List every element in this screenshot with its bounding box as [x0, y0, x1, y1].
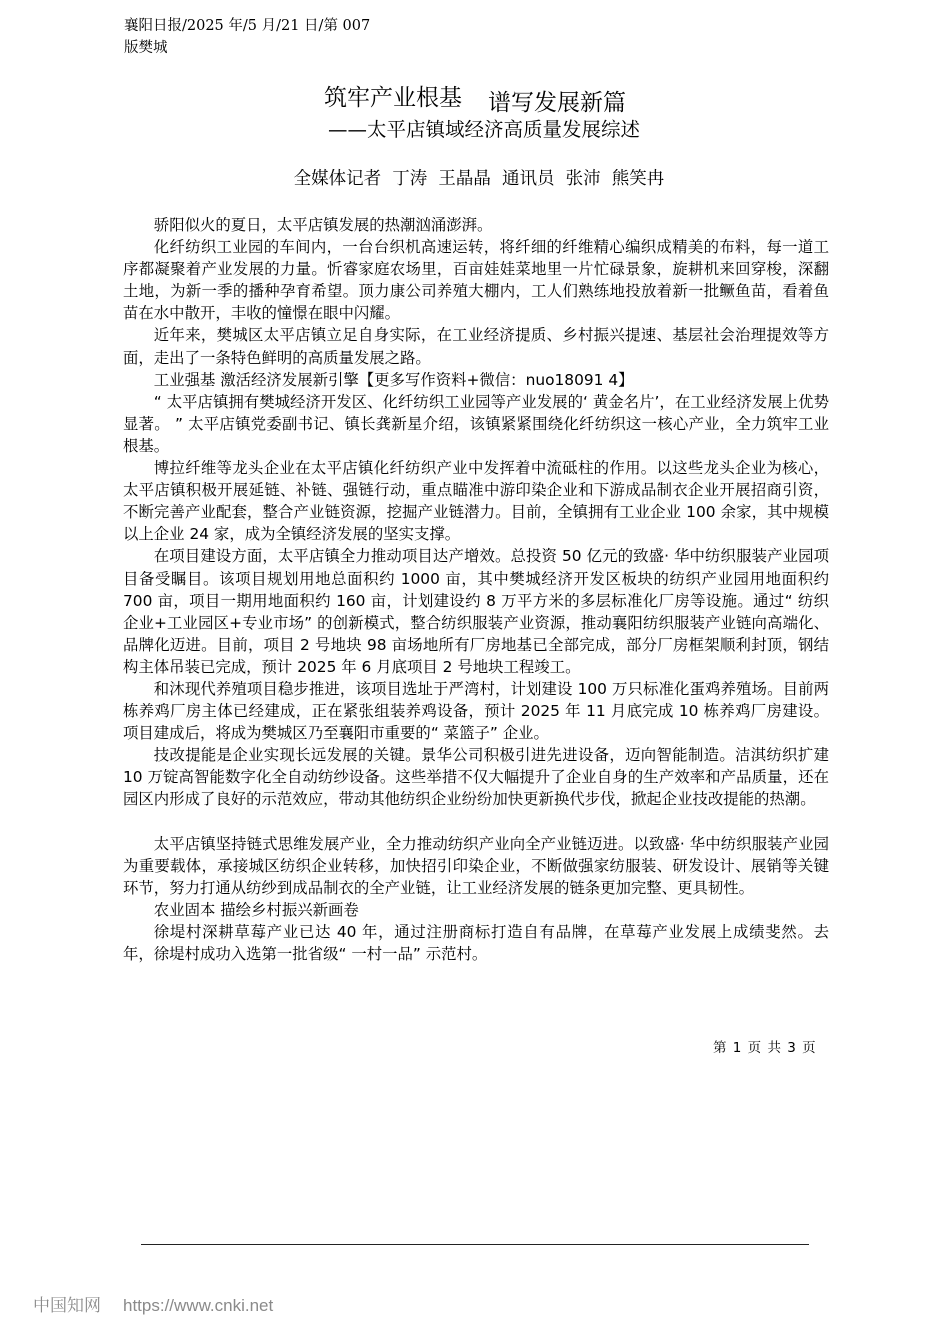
section-line: 版樊城 [124, 40, 168, 56]
paragraph: 徐堤村深耕草莓产业已达 40 年，通过注册商标打造自有品牌，在草莓产业发展上成绩斐然。去年，徐堤村成功入选第一批省级“ 一村一品” 示范村。 [123, 922, 829, 963]
page-indicator: 第 1 页 共 3 页 [713, 1040, 817, 1056]
paragraph: 太平店镇坚持链式思维发展产业，全力推动纺织产业向全产业链迈进。以致盛· 华中纺织服装产业园为重要载体，承接城区纺织企业转移，加快招引印染企业，不断做强家纺服装、研发设计、展销等关键环节，努力打通从纺纱到成品制衣的全产业链，让工业经济发展的链条更加完整、更具韧性。 [123, 834, 829, 897]
paragraph: 近年来，樊城区太平店镇立足自身实际，在工业经济提质、乡村振兴提速、基层社会治理提效等方面，走出了一条特色鲜明的高质量发展之路。 [123, 326, 829, 367]
paragraph: 化纤纺织工业园的车间内，一台台织机高速运转，将纤细的纤维精心编织成精美的布料，每一道工序都凝聚着产业发展的力量。忻睿家庭农场里，百亩娃娃菜地里一片忙碌景象，旋耕机来回穿梭，深翻土地，为新一季的播种孕育希望。顶力康公司养殖大棚内，工人们熟练地投放着新一批鳜鱼苗，看着鱼苗在水中散开，丰收的憧憬在眼中闪耀。 [123, 238, 829, 323]
paragraph: 技改提能是企业实现长远发展的关键。景华公司积极引进先进设备，迈向智能制造。洁淇纺织扩建 10 万锭高智能数字化全自动纺纱设备。这些举措不仅大幅提升了企业自身的生产效率和产品质量，还在园区内形成了良好的示范效应，带动其他纺织企业纷纷加快更新换代步伐，掀起企业技改提能的热潮。 [123, 746, 829, 809]
paragraph: 骄阳似火的夏日，太平店镇发展的热潮汹涌澎湃。 [153, 216, 493, 234]
source-info [124, 15, 370, 59]
paragraph: 和沐现代养殖项目稳步推进，该项目选址于严湾村，计划建设 100 万只标准化蛋鸡养殖场。目前两栋养鸡厂房主体已经建成，正在紧张组装养鸡设备，预计 2025 年 11 月底完成 10 栋养鸡厂房建设。项目建成后，将成为樊城区乃至襄阳市重要的“ 菜篮子” 企业。 [123, 679, 829, 743]
footer-brand: 中国知网 [33, 1296, 101, 1315]
byline: 全媒体记者 丁涛 王晶晶 通讯员 张沛 熊笑冉 [293, 169, 665, 189]
article-body [123, 214, 829, 965]
paragraph: “ 太平店镇拥有樊城经济开发区、化纤纺织工业园等产业发展的‘ 黄金名片’，在工业经济发展上优势显著。 ” 太平店镇党委副书记、镇长龚新星介绍，该镇紧紧围绕化纤纺织这一核心产业，全力筑牢工业根基。 [123, 392, 829, 455]
article-title-block [0, 82, 950, 144]
title-part-2: 谱写发展新篇 [488, 90, 626, 116]
paragraph: 博拉纤维等龙头企业在太平店镇化纤纺织产业中发挥着中流砥柱的作用。以这些龙头企业为核心，太平店镇积极开展延链、补链、强链行动，重点瞄准中游印染企业和下游成品制衣企业开展招商引资，不断完善产业配套，整合产业链资源，挖掘产业链潜力。目前，全镇拥有工业企业 100 余家，其中规模以上企业 24 家，成为全镇经济发展的坚实支撑。 [123, 459, 829, 544]
section-heading: 农业固本 描绘乡村振兴新画卷 [153, 900, 359, 919]
article-subtitle: ——太平店镇域经济高质量发展综述 [327, 118, 640, 141]
footer-divider [141, 1244, 809, 1245]
footer-url[interactable]: https://www.cnki.net [123, 1296, 274, 1315]
source-line: 襄阳日报/2025 年/5 月/21 日/第 007 [124, 18, 371, 34]
paragraph: 在项目建设方面，太平店镇全力推动项目达产增效。总投资 50 亿元的致盛· 华中纺织服装产业园项目备受瞩目。该项目规划用地总面积约 1000 亩，其中樊城经济开发区板块的纺织产业园用地面积约 700 亩，项目一期用地面积约 160 亩，计划建设约 8 万平方米的多层标准化厂房等设施。通过“ 纺织企业+工业园区+专业市场” 的创新模式，整合纺织服装产业资源，推动襄阳纺织服装产业链向高端化、品牌化迈进。目前，项目 2 号地块 98 亩场地所有厂房地基已全部完成，部分厂房框架顺利封顶，钢结构主体吊装已完成，预计 2025 年 6 月底项目 2 号地块工程竣工。 [123, 547, 829, 676]
article-title [0, 82, 950, 114]
footer-watermark [33, 1294, 273, 1318]
title-part-1: 筑牢产业根基 [324, 85, 462, 111]
section-heading: 工业强基 激活经济发展新引擎【更多写作资料+微信：nuo18091 4】 [153, 370, 634, 389]
